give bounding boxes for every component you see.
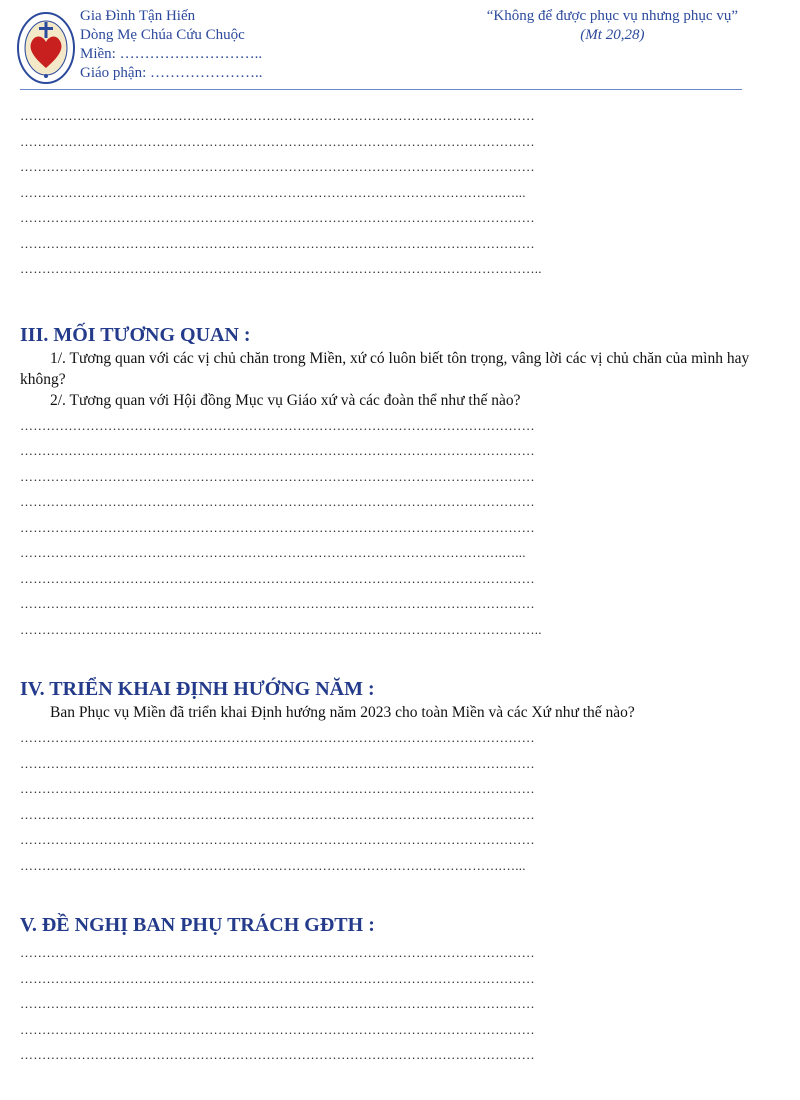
motto-reference: (Mt 20,28): [580, 27, 645, 43]
answer-line[interactable]: …………………………………………….………………………………………………….…...: [20, 184, 526, 200]
motto: “Không để được phục vụ nhưng phục vụ”: [486, 8, 738, 24]
section-relationships: [20, 322, 760, 643]
answer-line[interactable]: ………………………………………………………………………………………………………: [20, 832, 535, 847]
organization-info: [80, 7, 262, 83]
section-title: IV. TRIỂN KHAI ĐỊNH HƯỚNG NĂM :: [20, 678, 375, 700]
answer-line[interactable]: ………………………………………………………………………………………………………: [20, 596, 535, 611]
answer-line[interactable]: ………………………………………………………………………………………………………: [20, 443, 535, 458]
answer-line[interactable]: ………………………………………………………………………………………………………: [20, 108, 535, 123]
org-name: Gia Đình Tận Hiến: [80, 8, 196, 24]
section-proposals: [20, 912, 760, 1068]
question-1: Ban Phục vụ Miền đã triển khai Định hướng năm 2023 cho toàn Miền và các Xứ như thế nào?: [50, 704, 635, 721]
answer-line[interactable]: ………………………………………………………………………………………………………..: [20, 621, 542, 637]
answer-line[interactable]: …………………………………………….………………………………………………….…...: [20, 857, 526, 873]
region-field: Miền: ………………………..: [80, 46, 263, 62]
form-content: [20, 103, 760, 1068]
answer-line[interactable]: ………………………………………………………………………………………………………: [20, 519, 535, 535]
answer-line[interactable]: ………………………………………………………………………………………………………: [20, 494, 535, 509]
answer-line[interactable]: ………………………………………………………………………………………………………: [20, 417, 535, 433]
diocese-field: Giáo phận: …………………..: [80, 65, 263, 81]
question-2: 2/. Tương quan với Hội đồng Mục vụ Giáo xứ và các đoàn thể như thế nào?: [50, 391, 521, 409]
answer-line[interactable]: ………………………………………………………………………………………………………: [20, 1047, 535, 1062]
question-1: 1/. Tương quan với các vị chủ chăn trong Miền, xứ có luôn biết tôn trọng, vâng lời các vị chủ chăn của mình hay không?: [20, 349, 750, 388]
congregation-logo-icon: [16, 10, 76, 86]
answer-line[interactable]: ………………………………………………………………………………………………………: [20, 159, 535, 174]
motto-block: [487, 7, 738, 45]
answer-line[interactable]: ………………………………………………………………………………………………………: [20, 210, 535, 225]
answer-line[interactable]: ………………………………………………………………………………………………………: [20, 755, 535, 771]
answer-line[interactable]: ………………………………………………………………………………………………………: [20, 1021, 535, 1037]
section-title: III. MỐI TƯƠNG QUAN :: [20, 323, 251, 346]
answer-line[interactable]: ………………………………………………………………………………………………………: [20, 570, 535, 586]
answer-line[interactable]: ………………………………………………………………………………………………………: [20, 781, 535, 796]
section-annual-orientation: [20, 676, 760, 878]
header-divider: [20, 89, 742, 90]
answer-line[interactable]: ………………………………………………………………………………………………………: [20, 235, 535, 251]
answer-line[interactable]: ………………………………………………………………………………………………………: [20, 468, 535, 484]
page-header: [0, 0, 800, 100]
answer-line[interactable]: ………………………………………………………………………………………………………: [20, 133, 535, 149]
answer-line[interactable]: ………………………………………………………………………………………………………: [20, 806, 535, 822]
answer-line[interactable]: ………………………………………………………………………………………………………..: [20, 261, 542, 276]
answer-line[interactable]: ………………………………………………………………………………………………………: [20, 996, 535, 1011]
answer-line[interactable]: ………………………………………………………………………………………………………: [20, 730, 535, 745]
answer-line[interactable]: …………………………………………….………………………………………………….…...: [20, 545, 526, 560]
answer-line[interactable]: ………………………………………………………………………………………………………: [20, 970, 535, 986]
section-title: V. ĐỀ NGHỊ BAN PHỤ TRÁCH GĐTH :: [20, 914, 375, 936]
answer-line[interactable]: ………………………………………………………………………………………………………: [20, 945, 535, 960]
congregation-name: Dòng Mẹ Chúa Cứu Chuộc: [80, 27, 245, 43]
answer-lines-top: [20, 103, 760, 282]
